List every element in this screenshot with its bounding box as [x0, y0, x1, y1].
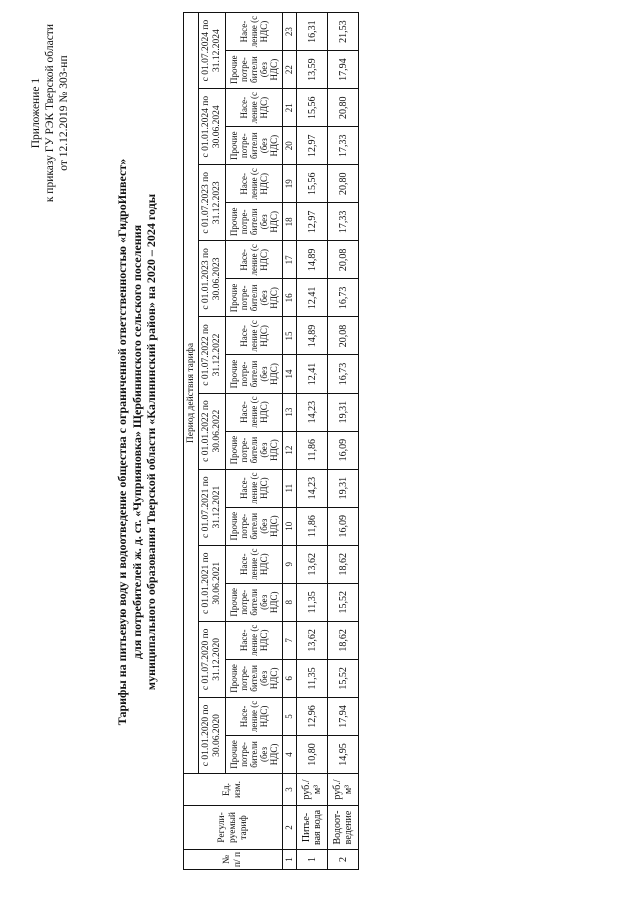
column-number: 11 — [283, 469, 297, 507]
tariff-value: 16,73 — [328, 355, 359, 393]
period-label: с 01.01.2023 по 30.06.2023 — [199, 241, 226, 317]
tariff-value: 17,94 — [328, 51, 359, 89]
row-unit: руб./м³ — [328, 774, 359, 806]
column-number: 15 — [283, 317, 297, 355]
tariff-value: 15,56 — [297, 165, 328, 203]
consumer-population-label: Насе-ление (с НДС) — [226, 165, 283, 203]
column-number: 4 — [283, 735, 297, 773]
row-tariff-name: Водоот-ведение — [328, 806, 359, 850]
column-number: 20 — [283, 127, 297, 165]
tariff-value: 12,97 — [297, 203, 328, 241]
tariff-value: 21,53 — [328, 13, 359, 51]
tariff-value: 20,80 — [328, 89, 359, 127]
tariff-value: 17,94 — [328, 697, 359, 735]
document-page — [15, 2, 575, 882]
period-label: с 01.01.2022 по 30.06.2022 — [199, 393, 226, 469]
row-number: 2 — [328, 850, 359, 870]
column-number: 19 — [283, 165, 297, 203]
document-title — [115, 2, 159, 882]
tariff-value: 14,23 — [297, 469, 328, 507]
tariff-value: 20,08 — [328, 241, 359, 279]
tariff-value: 11,35 — [297, 659, 328, 697]
appendix-note — [29, 24, 71, 202]
tariff-value: 15,52 — [328, 583, 359, 621]
column-number: 5 — [283, 697, 297, 735]
period-label: с 01.01.2020 по 30.06.2020 — [199, 697, 226, 773]
consumer-other-label: Прочие потре-бители (без НДС) — [226, 735, 283, 773]
period-label: с 01.07.2021 по 31.12.2021 — [199, 469, 226, 545]
consumer-population-label: Насе-ление (с НДС) — [226, 545, 283, 583]
tariff-value: 19,31 — [328, 469, 359, 507]
consumer-other-label: Прочие потре-бители (без НДС) — [226, 127, 283, 165]
column-number: 12 — [283, 431, 297, 469]
tariff-value: 16,73 — [328, 279, 359, 317]
column-number: 18 — [283, 203, 297, 241]
column-header-unit: Ед. изм. — [184, 774, 283, 806]
tariff-value: 13,59 — [297, 51, 328, 89]
tariff-value: 11,86 — [297, 507, 328, 545]
tariff-value: 16,09 — [328, 431, 359, 469]
title-line: для потребителей ж. д. ст. «Чуприяновка» Щербининского сельского поселения — [129, 224, 144, 660]
tariff-value: 11,86 — [297, 431, 328, 469]
period-label: с 01.07.2024 по 31.12.2024 — [199, 13, 226, 89]
column-number: 14 — [283, 355, 297, 393]
column-number: 7 — [283, 621, 297, 659]
appendix-line: Приложение 1 — [30, 77, 42, 149]
consumer-population-label: Насе-ление (с НДС) — [226, 317, 283, 355]
tariff-value: 14,95 — [328, 735, 359, 773]
title-line: Тарифы на питьевую воду и водоотведение общества с ограниченной ответственностью «ГидроИнвест» — [115, 158, 129, 726]
tariff-value: 11,35 — [297, 583, 328, 621]
consumer-other-label: Прочие потре-бители (без НДС) — [226, 507, 283, 545]
column-number: 16 — [283, 279, 297, 317]
tariff-table — [183, 12, 359, 870]
tariff-value: 15,56 — [297, 89, 328, 127]
consumer-other-label: Прочие потре-бители (без НДС) — [226, 431, 283, 469]
tariff-value: 12,41 — [297, 279, 328, 317]
tariff-value: 14,89 — [297, 241, 328, 279]
column-number: 21 — [283, 89, 297, 127]
tariff-value: 17,33 — [328, 127, 359, 165]
tariff-value: 12,96 — [297, 697, 328, 735]
table-row — [328, 13, 359, 870]
tariff-value: 20,08 — [328, 317, 359, 355]
consumer-other-label: Прочие потре-бители (без НДС) — [226, 659, 283, 697]
row-unit: руб./м³ — [297, 774, 328, 806]
column-number: 9 — [283, 545, 297, 583]
tariff-value: 12,97 — [297, 127, 328, 165]
tariff-value: 13,62 — [297, 545, 328, 583]
column-number: 17 — [283, 241, 297, 279]
column-number: 8 — [283, 583, 297, 621]
consumer-row — [226, 13, 283, 870]
consumer-other-label: Прочие потре-бители (без НДС) — [226, 203, 283, 241]
tariff-value: 16,31 — [297, 13, 328, 51]
consumer-population-label: Насе-ление (с НДС) — [226, 13, 283, 51]
tariff-value: 14,23 — [297, 393, 328, 431]
column-number: 23 — [283, 13, 297, 51]
period-label: с 01.01.2024 по 30.06.2024 — [199, 89, 226, 165]
period-label: с 01.07.2023 по 31.12.2023 — [199, 165, 226, 241]
consumer-population-label: Насе-ление (с НДС) — [226, 697, 283, 735]
column-number: 3 — [283, 774, 297, 806]
tariff-value: 12,41 — [297, 355, 328, 393]
period-header: Период действия тарифа — [184, 13, 199, 774]
tariff-value: 18,62 — [328, 545, 359, 583]
consumer-population-label: Насе-ление (с НДС) — [226, 393, 283, 431]
row-number: 1 — [297, 850, 328, 870]
table-row — [297, 13, 328, 870]
column-number: 13 — [283, 393, 297, 431]
column-number: 22 — [283, 51, 297, 89]
consumer-other-label: Прочие потре-бители (без НДС) — [226, 51, 283, 89]
consumer-population-label: Насе-ление (с НДС) — [226, 621, 283, 659]
header-row — [184, 13, 199, 870]
column-number-row — [283, 13, 297, 870]
period-label: с 01.07.2020 по 31.12.2020 — [199, 621, 226, 697]
consumer-other-label: Прочие потре-бители (без НДС) — [226, 279, 283, 317]
period-label: с 01.07.2022 по 31.12.2022 — [199, 317, 226, 393]
tariff-value: 20,80 — [328, 165, 359, 203]
tariff-value: 19,31 — [328, 393, 359, 431]
period-row — [199, 13, 226, 870]
column-header-tariff: Регули-руемый тариф — [184, 806, 283, 850]
consumer-other-label: Прочие потре-бители (без НДС) — [226, 355, 283, 393]
consumer-population-label: Насе-ление (с НДС) — [226, 241, 283, 279]
column-number: 10 — [283, 507, 297, 545]
row-tariff-name: Питье-вая вода — [297, 806, 328, 850]
tariff-value: 15,52 — [328, 659, 359, 697]
consumer-population-label: Насе-ление (с НДС) — [226, 89, 283, 127]
column-number: 6 — [283, 659, 297, 697]
consumer-other-label: Прочие потре-бители (без НДС) — [226, 583, 283, 621]
column-header-no: № п/ п — [184, 850, 283, 870]
title-line: муниципального образования Тверской области «Калининский район» на 2020 – 2024 годы — [144, 193, 158, 691]
tariff-value: 18,62 — [328, 621, 359, 659]
tariff-value: 17,33 — [328, 203, 359, 241]
consumer-population-label: Насе-ление (с НДС) — [226, 469, 283, 507]
column-number: 2 — [283, 806, 297, 850]
appendix-line: к приказу ГУ РЭК Тверской области — [44, 24, 56, 203]
tariff-value: 10,80 — [297, 735, 328, 773]
appendix-line: от 12.12.2019 № 303-нп — [58, 55, 70, 171]
tariff-value: 14,89 — [297, 317, 328, 355]
tariff-value: 16,09 — [328, 507, 359, 545]
period-label: с 01.01.2021 по 30.06.2021 — [199, 545, 226, 621]
tariff-value: 13,62 — [297, 621, 328, 659]
column-number: 1 — [283, 850, 297, 870]
